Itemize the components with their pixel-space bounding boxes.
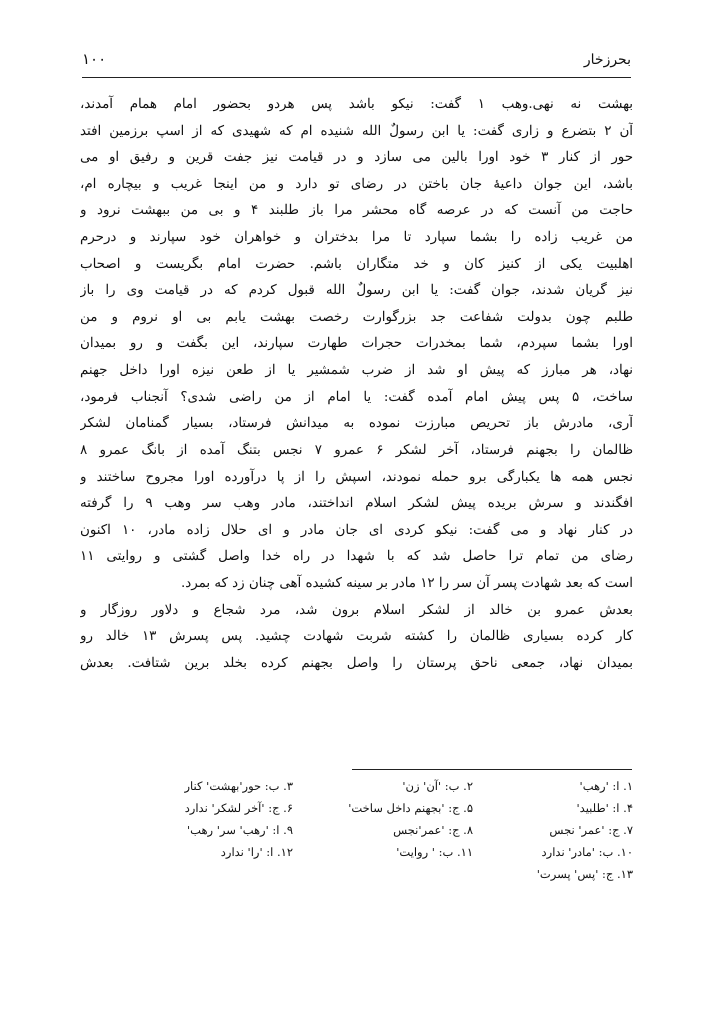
text-line: است که بعد شهادت پسر آن سر را ۱۲ مادر بر سینه کشیده آهی چنان زد که بمرد. bbox=[181, 575, 633, 591]
running-title: بحرزخار bbox=[583, 52, 631, 68]
footnote: ۱۳. ج: 'پس' پسرت' bbox=[536, 867, 633, 881]
footnote: ۷. ج: 'عمر' نجس bbox=[549, 823, 633, 837]
text-line: اورا بشما سپردم، شما بمخدرات حجرات طهارت سپارند، این بگفت و رو بمیدان bbox=[80, 336, 633, 352]
text-line: طلبم چون بدولت شفاعت جد بزرگوارت رخصت بهشت یابم بی او نروم و من bbox=[80, 309, 633, 325]
footnote-row bbox=[80, 842, 633, 864]
text-line: نیز گریان شدند، جوان گفت: یا ابن رسولٌ الله قبول کردم که در قیامت وی را باز bbox=[80, 283, 633, 299]
text-line: ساخت، ۵ پس پیش امام آمده گفت: یا امام از من راضی شدی؟ آنجناب فرمود، bbox=[80, 389, 633, 405]
text-line: در کنار نهاد و می گفت: نیکو کردی ای جان مادر و ای حلال زاده مادر، ۱۰ اکنون bbox=[80, 522, 633, 538]
footnote: ۲. ب: 'آن' زن' bbox=[402, 779, 473, 793]
text-line: ظالمان را بجهنم فرستاد، آخر لشکر ۶ عمرو ۷ نجس بتنگ آمده از بانگ عمرو ۸ bbox=[80, 442, 633, 458]
footnotes bbox=[80, 776, 633, 886]
footnote-row bbox=[80, 820, 633, 842]
text-line: حور از کنار ۳ خود اورا بالین می سازد و در قیامت نیز جفت قرین و رفیق او می bbox=[80, 150, 633, 166]
text-line: نجس همه ها یکبارگی برو حمله نمودند، اسپش را از پا درآورده اورا مجروح ساختند و bbox=[80, 469, 633, 485]
footnote-row bbox=[80, 798, 633, 820]
footnote: ۵. ج: 'بجهنم داخل ساخت' bbox=[348, 801, 473, 815]
footnote-rule bbox=[352, 769, 632, 770]
footnote: ۱۰. ب: 'مادر' ندارد bbox=[541, 845, 633, 859]
footnote-row bbox=[80, 864, 633, 886]
body-text bbox=[80, 92, 633, 758]
footnote: ۱۲. ا: 'را' ندارد bbox=[220, 845, 293, 859]
footnote: ۴. ا: 'طلبید' bbox=[576, 801, 633, 815]
text-line: کار کرده بسیاری ظالمان را کشته شربت شهادت چشید. پس پسرش ۱۳ خالد رو bbox=[80, 629, 633, 645]
page-number: ۱۰۰ bbox=[82, 50, 107, 68]
header-rule bbox=[82, 77, 631, 78]
footnote: ۹. ا: 'رهب' سر' رهب' bbox=[187, 823, 293, 837]
text-line: بعدش عمرو بن خالد از لشکر اسلام برون شد، مرد شجاع و دلاور روزگار و bbox=[80, 602, 633, 618]
text-line: اهلبیت یکی از کنیز کان و خد متگاران باشم. حضرت امام بگریست و اصحاب bbox=[80, 256, 633, 272]
footnote: ۶. ج: 'آخر لشکر' ندارد bbox=[184, 801, 293, 815]
page-header bbox=[82, 48, 631, 78]
footnote: ۳. ب: حور'بهشت' کنار bbox=[184, 779, 293, 793]
text-line: افگندند و سرش بریده پیش لشکر اسلام انداختند، مادر وهب سر وهب ۹ را گرفته bbox=[80, 496, 633, 512]
text-line: نهاد، هر مبارز که پیش او شد از ضرب شمشیر یا از طعن نیزه اورا داخل جهنم bbox=[80, 363, 633, 379]
footnote: ۱۱. ب: ' روایت' bbox=[396, 845, 473, 859]
footnote-row bbox=[80, 776, 633, 798]
footnote: ۱. ا: 'رهب' bbox=[579, 779, 633, 793]
text-line: باشد، این جوان داعیهٔ جان باختن در رضای تو دارد و من اینجا غریب و بیچاره ام، bbox=[80, 176, 633, 192]
text-line: من غریب زاده را بشما سپارد تا مرا بدختران و خواهران خود سپارند و درحرم bbox=[80, 230, 633, 246]
text-line: بمیدان نهاد، جمعی ناحق پرستان را واصل بجهنم کرده بخلد برین شتافت. بعدش bbox=[80, 655, 633, 671]
text-line: رضای من تمام ترا حاصل شد که با شهدا در راه خدا واصل گشتی و روایتی ۱۱ bbox=[80, 549, 633, 565]
footnote: ۸. ج: 'عمر'نجس bbox=[393, 823, 473, 837]
text-line: آری، مادرش باز تحریص مبارزت نموده به میدانش فرستاد، بسیار گمنامان لشکر bbox=[80, 416, 633, 432]
text-line: آن ۲ بتضرع و زاری گفت: یا ابن رسولٌ الله شنیده ام که شهیدی که از اسپ برزمین افتد bbox=[80, 123, 633, 139]
text-line: حاجت من آنست که در عرصه گاه محشر مرا باز طلبند ۴ و بی من ببهشت نرود و bbox=[80, 203, 633, 219]
text-line: بهشت نه نهی.وهب ۱ گفت: نیکو باشد پس هردو بحضور امام همام آمدند، bbox=[80, 97, 633, 112]
